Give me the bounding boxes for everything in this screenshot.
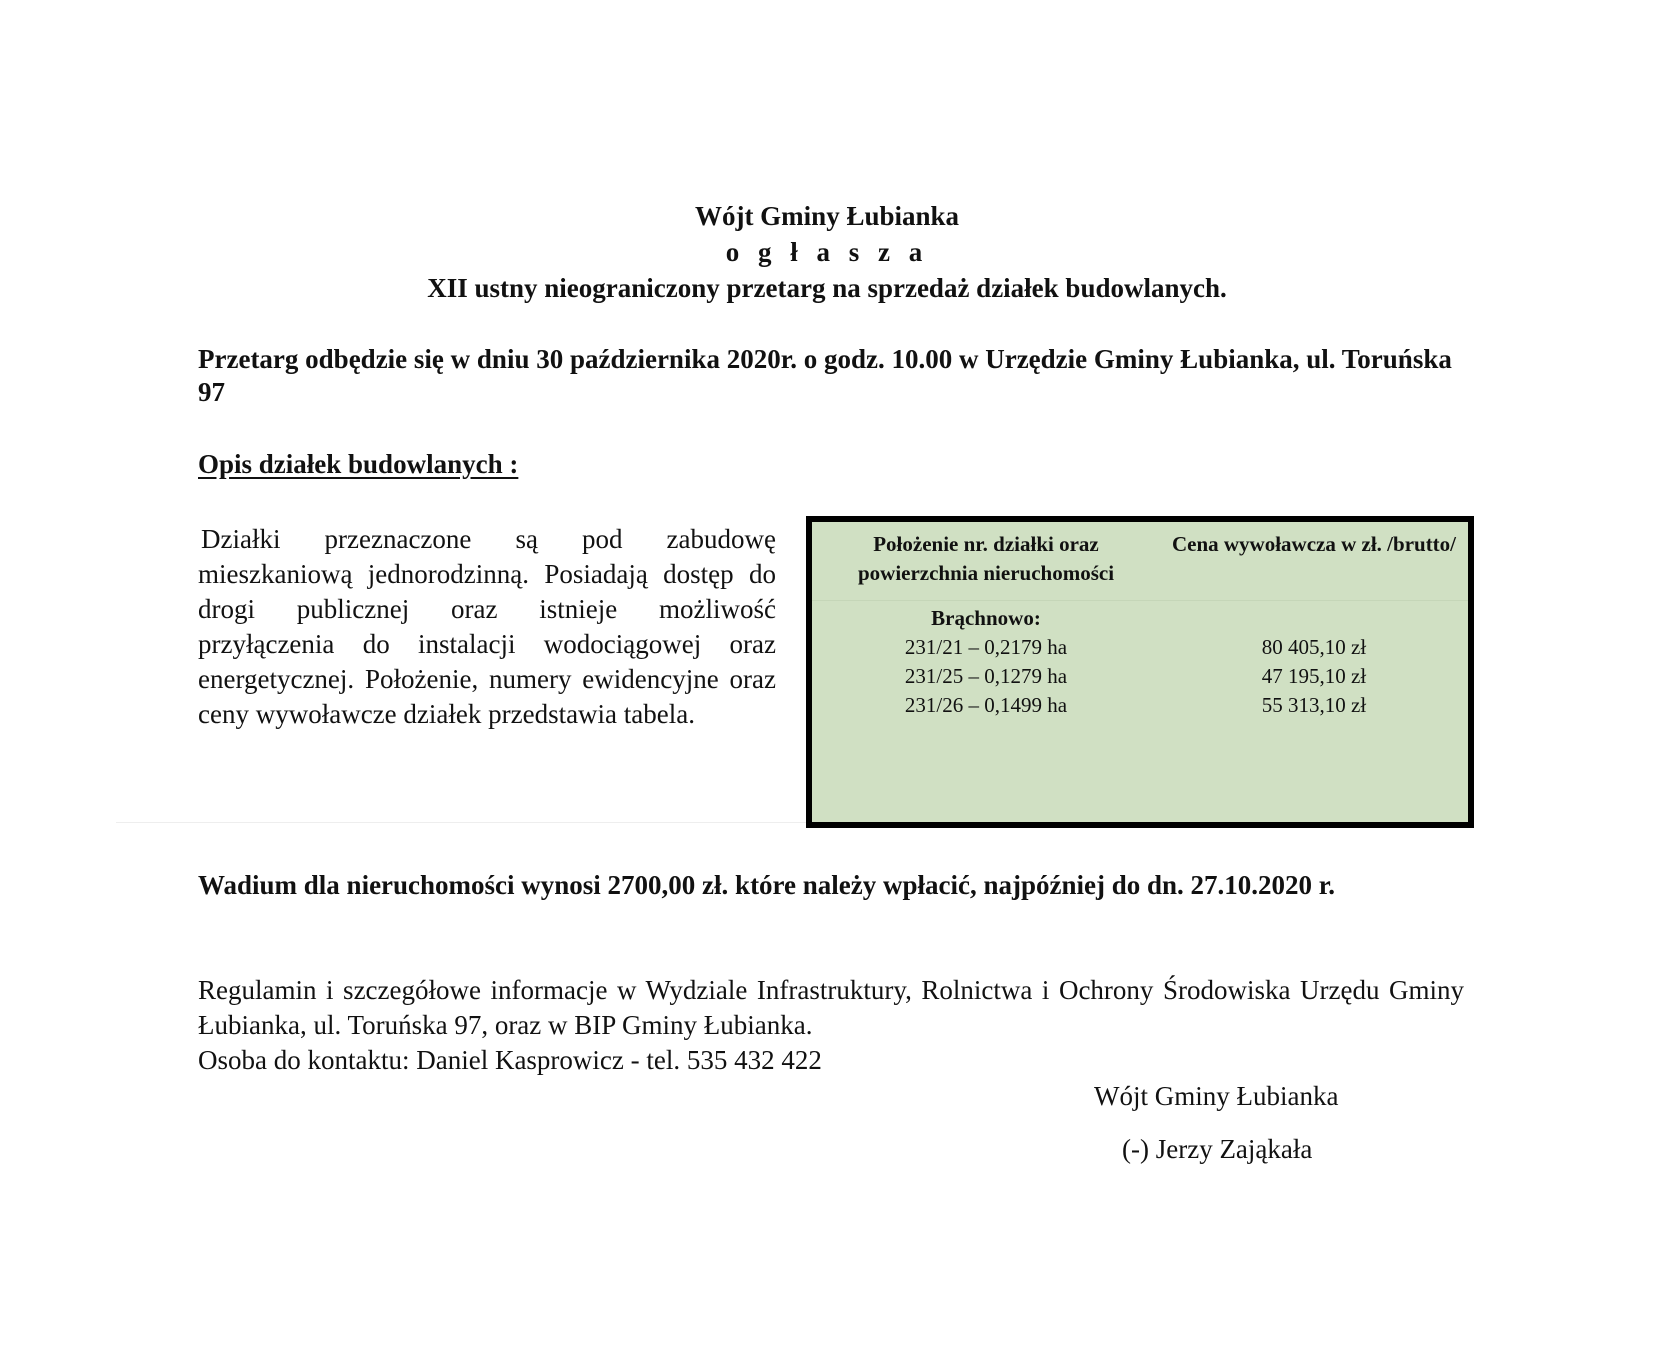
plot-list xyxy=(812,633,1160,720)
info-paragraph xyxy=(198,973,1464,1078)
table-header-location: Położenie nr. działki oraz powierzchnia nieruchomości xyxy=(857,532,1115,585)
price-list xyxy=(1160,633,1468,720)
table-row-price: 47 195,10 zł xyxy=(1261,664,1367,688)
contact-info: Osoba do kontaktu: Daniel Kasprowicz - tel. 535 432 422 xyxy=(198,1045,822,1075)
table-header-price: Cena wywoławcza w zł. /brutto/ xyxy=(1171,532,1457,556)
faint-divider xyxy=(116,822,806,823)
table-header-divider xyxy=(812,600,1468,601)
regulations-info: Regulamin i szczegółowe informacje w Wydziale Infrastruktury, Rolnictwa i Ochrony Środowiska Urzędu Gminy Łubianka, ul. Toruńska 97, oraz w BIP Gminy Łubianka. xyxy=(198,975,1464,1040)
table-row-price: 80 405,10 zł xyxy=(1261,635,1367,659)
authority-title: Wójt Gminy Łubianka xyxy=(694,201,960,231)
announces-word: o g ł a s z a xyxy=(725,237,929,267)
auction-date-place: Przetarg odbędzie się w dniu 30 października 2020r. o godz. 10.00 w Urzędzie Gminy Łubianka, ul. Toruńska 97 xyxy=(198,344,1452,407)
table-row-plot: 231/26 – 0,1499 ha xyxy=(904,693,1068,717)
plots-table xyxy=(806,516,1474,828)
auction-subject: XII ustny nieograniczony przetarg na sprzedaż działek budowlanych. xyxy=(427,273,1227,303)
plots-description: Działki przeznaczone są pod zabudowę mieszkaniową jednorodzinną. Posiadają dostęp do drogi publicznej oraz istnieje możliwość przyłączenia do instalacji wodociągowej oraz energetycznej. Położenie, numery ewidencyjne oraz ceny wywoławcze działek przedstawia tabela. xyxy=(198,524,776,729)
section-heading: Opis działek budowlanych : xyxy=(198,449,519,479)
signature-title: Wójt Gminy Łubianka xyxy=(1094,1081,1339,1111)
deposit-notice: Wadium dla nieruchomości wynosi 2700,00 zł. które należy wpłacić, najpóźniej do dn. 27.10.2020 r. xyxy=(198,870,1336,900)
table-row-plot: 231/25 – 0,1279 ha xyxy=(904,664,1068,688)
announcement-header xyxy=(0,198,1654,306)
signature-name: (-) Jerzy Zająkała xyxy=(1122,1134,1313,1164)
table-location-label: Brąchnowo: xyxy=(931,606,1041,630)
table-row-price: 55 313,10 zł xyxy=(1261,693,1367,717)
table-row-plot: 231/21 – 0,2179 ha xyxy=(904,635,1068,659)
